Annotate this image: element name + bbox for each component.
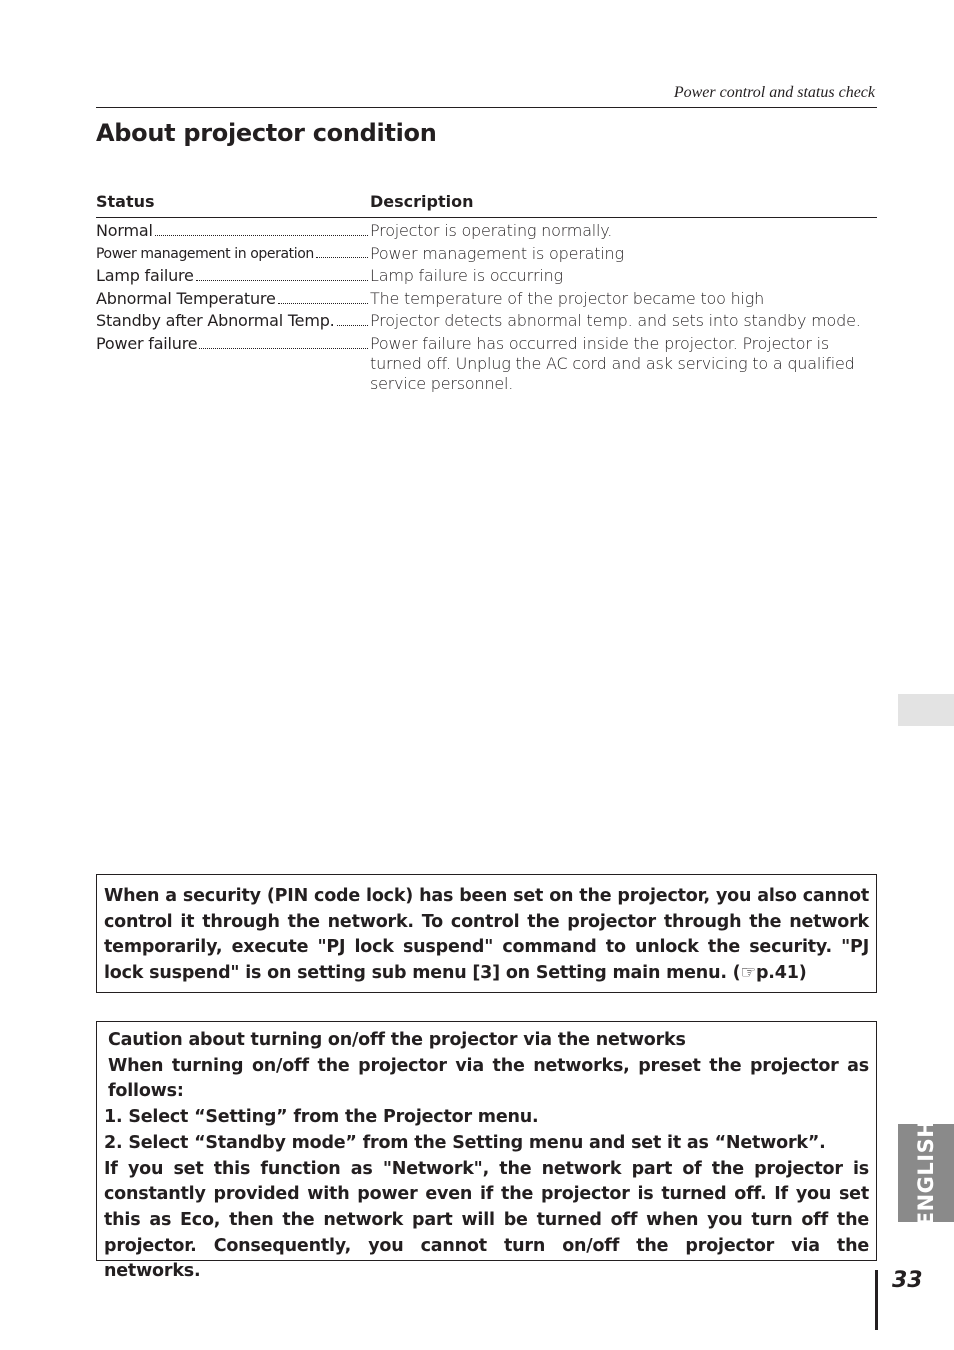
section-header: Power control and status check [673, 84, 875, 101]
dot-leader [278, 291, 368, 304]
language-tab-label: ENGLISH [914, 1119, 938, 1227]
table-row [96, 289, 877, 309]
caution-intro: When turning on/off the projector via the networks, preset the projector as follows: [108, 1055, 869, 1102]
page-title: About projector condition [96, 119, 437, 147]
status-name: Normal [96, 221, 153, 240]
status-name: Power failure [96, 333, 198, 353]
page-reference: p.41) [755, 962, 807, 983]
page-number-bar [875, 1270, 878, 1330]
dot-leader [155, 223, 368, 236]
table-row [96, 221, 877, 241]
description-column-header: Description [370, 192, 474, 211]
status-column-header: Status [96, 192, 155, 211]
header-rule [96, 107, 877, 108]
table-row [96, 334, 877, 394]
caution-step-2: 2. Select “Standby mode” from the Setting menu and set it as “Network”. [104, 1132, 826, 1153]
status-name: Abnormal Temperature [96, 288, 276, 308]
table-row [96, 266, 877, 286]
pointing-hand-icon: ☞ [740, 962, 756, 983]
status-description: Projector detects abnormal temp. and sets into standby mode. [370, 311, 861, 330]
status-name: Lamp failure [96, 266, 194, 285]
page-number: 33 [892, 1268, 923, 1293]
dot-leader [199, 336, 368, 349]
table-header [96, 192, 877, 218]
status-description: Lamp failure is occurring [370, 266, 563, 285]
dot-leader [316, 245, 368, 258]
dot-leader [196, 268, 368, 281]
status-table [96, 192, 877, 396]
status-description: Power failure has occurred inside the projector. Projector is turned off. Unplug the AC cord and ask servicing to a qualified service personnel. [370, 333, 855, 393]
caution-box [96, 1021, 877, 1282]
caution-step-1: 1. Select “Setting” from the Projector menu. [104, 1107, 539, 1128]
status-name: Power management in operation [96, 245, 314, 262]
table-row [96, 311, 877, 331]
table-row [96, 244, 877, 264]
dot-leader [337, 313, 368, 326]
caution-body: If you set this function as "Network", the network part of the projector is constantly provided with power even if the projector is turned off. If you set this as Eco, then the network part will be turned off when you turn off the projector. Consequently, you cannot turn on/off the projector via the networks. [104, 1158, 869, 1282]
side-tab-marker [898, 694, 954, 726]
status-description: Projector is operating normally. [370, 221, 613, 240]
notice-text: When a security (PIN code lock) has been set on the projector, you also cannot control it through the network. To control the projector through the network temporarily, execute "PJ lock suspend" command to unlock the security. "PJ lock suspend" is on setting sub menu [3] on Setting main menu. ( [104, 886, 869, 983]
caution-title: Caution about turning on/off the projector via the networks [108, 1030, 686, 1050]
status-description: The temperature of the projector became too high [370, 288, 765, 308]
security-notice-box [96, 874, 877, 993]
language-tab [898, 1119, 954, 1227]
status-name: Standby after Abnormal Temp. [96, 311, 335, 330]
status-description: Power management is operating [370, 243, 624, 263]
